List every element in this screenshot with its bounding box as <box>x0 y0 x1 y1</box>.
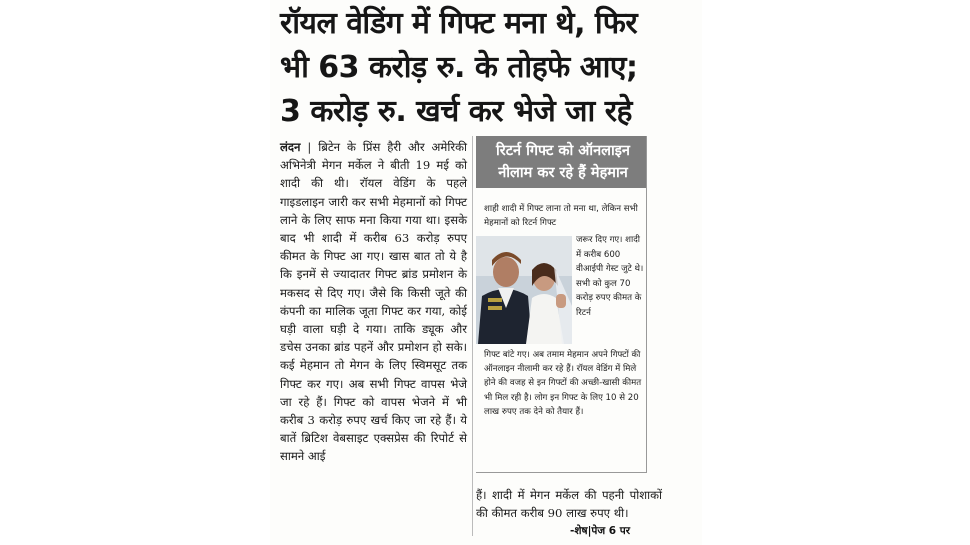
newspaper-clipping <box>270 0 702 545</box>
sidebar-box <box>476 136 647 473</box>
continuation-text: हैं। शादी में मेगन मर्केल की पहनी पोशाकों की कीमत करीब 90 लाख रुपए थी। <box>476 488 662 521</box>
dateline: लंदन <box>280 140 301 154</box>
sidebar-title-line-1: रिटर्न गिफ्ट को ऑनलाइन <box>496 143 630 159</box>
sidebar-title <box>476 136 646 188</box>
article-body <box>280 138 467 466</box>
headline <box>280 2 672 134</box>
article-text: ब्रिटेन के प्रिंस हैरी और अमेरिकी अभिनेत्री मेगन मर्केल ने बीती 19 मई को शादी की थी। रॉयल वेडिंग के पहले गाइडलाइन जारी कर सभी मेहमानों को गिफ्ट लाने के लिए साफ मना किया गया था। इसके बाद भी शादी में करीब 63 करोड़ रुपए कीमत के गिफ्ट आ गए। खास बात तो ये है कि इनमें से ज्यादातर गिफ्ट ब्रांड प्रमोशन के मकसद से दिए गए। जैसे कि किसी जूते की कंपनी का मालिक जूता गिफ्ट कर गया, कोई घड़ी वाला घड़ी दे गया। ताकि ड्यूक और डचेस उनका ब्रांड पहनें और प्रमोशन हो सके। कई मेहमान तो मेगन के लिए स्विमसूट तक गिफ्ट कर गए। अब सभी गिफ्ट वापस भेजे जा रहे हैं। गिफ्ट को वापस भेजने में भी करीब 3 करोड़ रुपए खर्च किए जा रहे हैं। ये बातें ब्रिटिश वेबसाइट एक्सप्रेस की रिपोर्ट से सामने आई <box>280 140 467 464</box>
wedding-photo-illustration <box>476 236 572 344</box>
headline-line-2: भी 63 करोड़ रु. के तोहफे आए; <box>280 50 638 85</box>
sidebar-text-top: शाही शादी में गिफ्ट लाना तो मना था, लेकिन सभी मेहमानों को रिटर्न गिफ्ट <box>484 204 638 229</box>
headline-line-1: रॉयल वेडिंग में गिफ्ट मना थे, फिर <box>280 6 638 41</box>
sidebar-text-right: जरूर दिए गए। शादी में करीब 600 वीआईपी गेस्ट जुटे थे। सभी को कुल 70 करोड़ रुपए कीमत के रिटर्न <box>576 235 644 318</box>
continued-on-page: -शेष|पेज 6 पर <box>570 525 631 537</box>
article-continuation <box>476 486 662 523</box>
column-divider <box>472 136 473 536</box>
dateline-separator: | <box>307 140 312 154</box>
headline-line-3: 3 करोड़ रु. खर्च कर भेजे जा रहे <box>280 94 632 129</box>
sidebar-text-bottom: गिफ्ट बांटे गए। अब तमाम मेहमान अपने गिफ्टों की ऑनलाइन नीलामी कर रहे हैं। रॉयल वेडिंग में मिले होने की वजह से इन गिफ्टों की अच्छी-खासी कीमत भी मिल रही है। लोग इन गिफ्ट के लिए 10 से 20 लाख रुपए तक देने को तैयार हैं। <box>484 350 642 417</box>
royal-couple-photo <box>476 236 572 344</box>
sidebar-title-line-2: नीलाम कर रहे हैं मेहमान <box>498 165 628 181</box>
